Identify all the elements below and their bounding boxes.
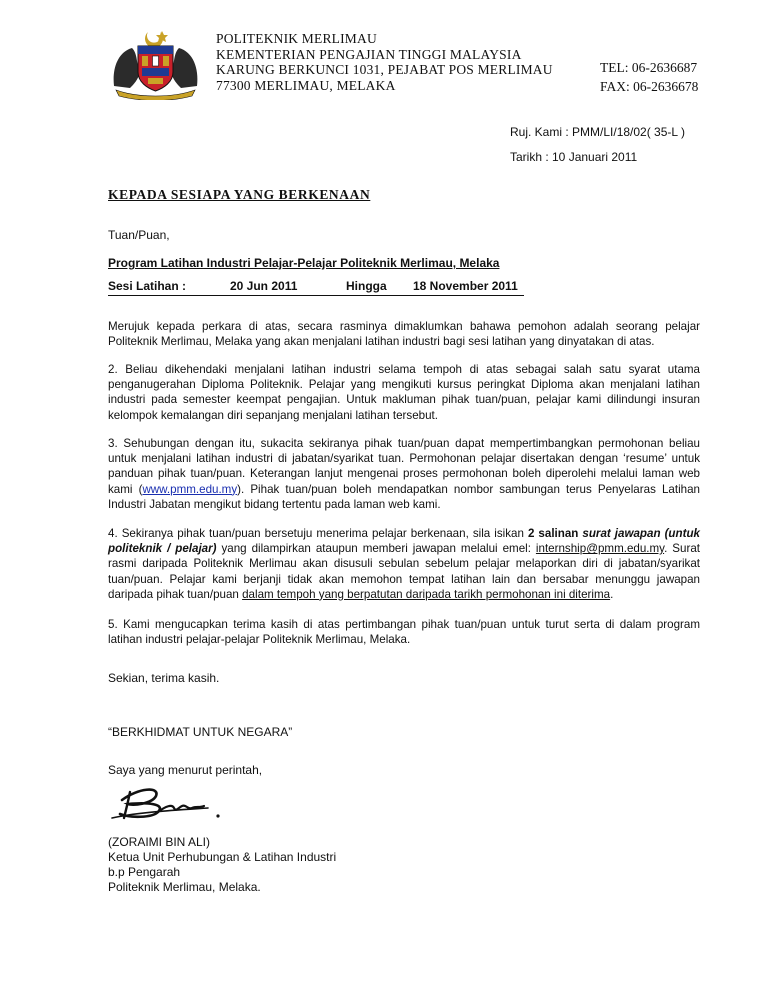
paragraph-4 — [108, 526, 700, 602]
fax-number: FAX: 06-2636678 — [600, 79, 699, 94]
org-line: KARUNG BERKUNCI 1031, PEJABAT POS MERLIMAU — [216, 62, 553, 77]
website-link[interactable]: www.pmm.edu.my — [142, 482, 238, 496]
letter-heading: KEPADA SESIAPA YANG BERKENAAN — [108, 187, 371, 202]
letterhead-organization — [216, 31, 553, 93]
paragraph-4-text: . Surat rasmi daripada Politeknik Merlimau akan disusuli sebulan sebelum pelajar melaporkan diri di jabatan/syarikat tuan/puan. Pelajar kami berjanji tidak akan memohon tempat latihan lain dan bersabar menunggu jawapan daripada pihak tuan/puan — [108, 542, 701, 601]
copies-count: 2 salinan — [527, 527, 583, 540]
paragraph-4-text: 4. Sekiranya pihak tuan/puan bersetuju menerima pelajar berkenaan, sila isikan — [108, 527, 528, 540]
tel-number: TEL: 06-2636687 — [600, 60, 698, 75]
paragraph-2: 2. Beliau dikehendaki menjalani latihan industri selama tempoh di atas sebagai salah satu syarat utama penganugerahan Diploma Politeknik. Pelajar yang mengikuti kursus peringkat Diploma akan menjalani latihan industri pada semester keempat pengajian. Untuk makluman pihak tuan/puan, pelajar kami dilindungi insuran kelompok kemalangan diri sepanjang menjalani latihan tersebut. — [108, 363, 700, 422]
org-line: 77300 MERLIMAU, MELAKA — [216, 77, 396, 93]
letterhead-contact — [600, 58, 698, 96]
session-row — [108, 279, 524, 296]
program-title: Program Latihan Industri Pelajar-Pelajar Politeknik Merlimau, Melaka — [108, 256, 500, 270]
paragraph-3 — [108, 436, 700, 512]
session-end-date: 18 November 2011 — [413, 279, 518, 293]
signer-title: Ketua Unit Perhubungan & Latihan Industri — [108, 850, 337, 864]
email-link[interactable]: internship@pmm.edu.my — [535, 542, 665, 556]
paragraph-3-text: ). Pihak tuan/puan boleh mendapatkan nombor sambungan terus Penyelaras Latihan Industri Jabatan mengikut bidang tertentu pada laman web kami. — [108, 482, 700, 511]
motto: “BERKHIDMAT UNTUK NEGARA” — [108, 725, 293, 739]
greeting: Tuan/Puan, — [108, 228, 170, 242]
response-period-note: dalam tempoh yang berpatutan daripada tarikh permohonan ini diterima — [242, 587, 611, 601]
paragraph-4-text: . — [610, 587, 614, 601]
paragraph-4-text: yang dilampirkan ataupun memberi jawapan melalui emel: — [216, 542, 536, 556]
signature-icon — [108, 778, 226, 830]
reference-number: Ruj. Kami : PMM/LI/18/02( 35-L ) — [510, 125, 685, 139]
paragraph-1: Merujuk kepada perkara di atas, secara rasminya dimaklumkan bahawa pemohon adalah seorang pelajar Politeknik Merlimau, Melaka yang akan menjalani latihan industri bagi sesi latihan yang dinyatakan di atas. — [108, 320, 700, 349]
closing-line: Sekian, terima kasih. — [108, 671, 220, 685]
signer-block — [108, 835, 336, 895]
org-line: POLITEKNIK MERLIMAU — [216, 31, 377, 46]
signer-name: (ZORAIMI BIN ALI) — [108, 835, 211, 849]
letter-date: Tarikh : 10 Januari 2011 — [510, 150, 638, 164]
reply-form-name: surat jawapan (untuk politeknik / pelajar) — [108, 527, 700, 556]
session-label: Sesi Latihan : — [108, 279, 187, 293]
signoff: Saya yang menurut perintah, — [108, 763, 263, 777]
paragraph-5: 5. Kami mengucapkan terima kasih di atas pertimbangan pihak tuan/puan untuk turut serta di dalam program latihan industri pelajar-pelajar Politeknik Merlimau, Melaka. — [108, 618, 700, 647]
signer-institution: Politeknik Merlimau, Melaka. — [108, 880, 261, 894]
session-start-date: 20 Jun 2011 — [230, 279, 298, 293]
org-line: KEMENTERIAN PENGAJIAN TINGGI MALAYSIA — [216, 46, 522, 62]
session-connector: Hingga — [346, 279, 387, 293]
signer-on-behalf: b.p Pengarah — [108, 865, 181, 879]
coat-of-arms-icon — [108, 28, 203, 100]
paragraph-3-text: 3. Sehubungan dengan itu, sukacita sekiranya pihak tuan/puan dapat mempertimbangkan permohonan beliau untuk menjalani latihan industri di jabatan/syarikat tuan. Permohonan pelajar disertakan dengan ‘resume’ untuk panduan pihak tuan/puan. Keterangan lanjut mengenai proses permohonan boleh diperolehi melalui laman web kami ( — [108, 437, 700, 496]
